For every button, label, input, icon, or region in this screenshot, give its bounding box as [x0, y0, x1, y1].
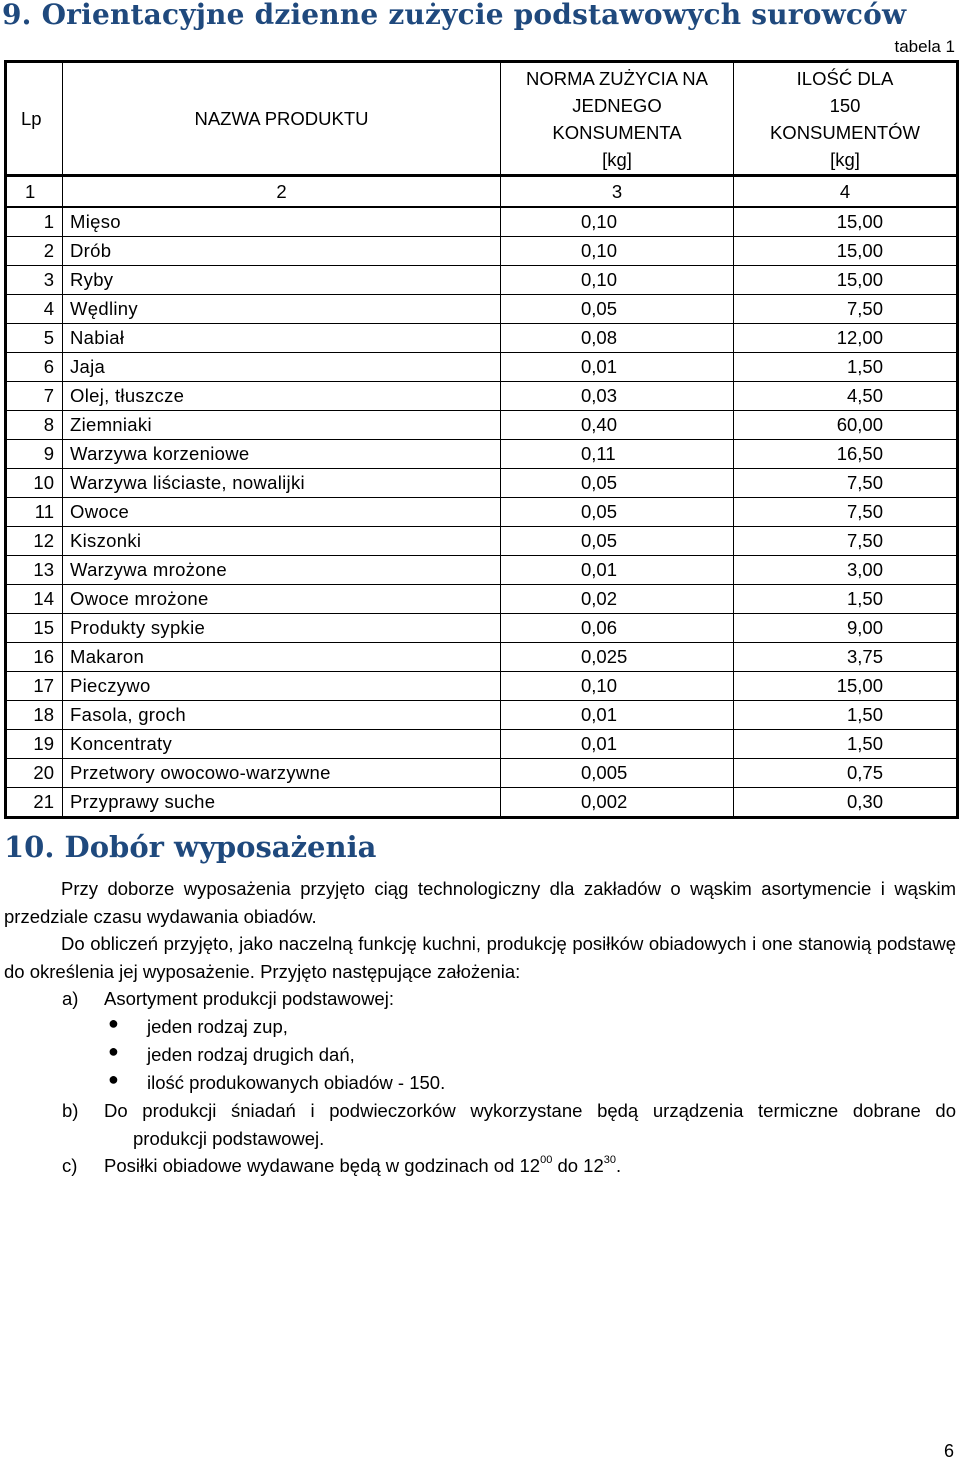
table-row — [6, 730, 958, 759]
row-lp: 15 — [6, 614, 63, 643]
table-row — [6, 643, 958, 672]
row-qty: 7,50 — [734, 469, 958, 498]
header-norm — [501, 62, 734, 176]
list-item-b-line-1: Do produkcji śniadań i podwieczorków wykorzystane będą urządzenia termiczne dobrane do — [104, 1100, 956, 1121]
row-norm: 0,025 — [501, 643, 734, 672]
row-qty: 3,00 — [734, 556, 958, 585]
header-lp: Lp — [6, 62, 63, 176]
row-lp: 14 — [6, 585, 63, 614]
list-item-c-sup: 30 — [603, 1154, 617, 1166]
header-qty-line: [kg] — [830, 148, 860, 170]
column-number: 4 — [734, 176, 958, 208]
row-lp: 20 — [6, 759, 63, 788]
table-row — [6, 207, 958, 237]
header-norm-line: JEDNEGO — [572, 94, 662, 116]
table-row — [6, 324, 958, 353]
list-label-a: a) — [62, 988, 79, 1009]
row-name: Przyprawy suche — [63, 788, 501, 818]
row-name: Warzywa mrożone — [63, 556, 501, 585]
row-name: Fasola, groch — [63, 701, 501, 730]
row-norm: 0,10 — [501, 266, 734, 295]
row-norm: 0,01 — [501, 556, 734, 585]
row-qty: 60,00 — [734, 411, 958, 440]
row-qty: 12,00 — [734, 324, 958, 353]
row-qty: 1,50 — [734, 585, 958, 614]
row-qty: 15,00 — [734, 237, 958, 266]
row-name: Makaron — [63, 643, 501, 672]
bullet-item: jeden rodzaj drugich dań, — [147, 1044, 355, 1065]
table-row — [6, 237, 958, 266]
row-norm: 0,40 — [501, 411, 734, 440]
row-norm: 0,08 — [501, 324, 734, 353]
row-qty: 16,50 — [734, 440, 958, 469]
row-name: Nabiał — [63, 324, 501, 353]
column-number: 3 — [501, 176, 734, 208]
header-name: NAZWA PRODUKTU — [63, 62, 501, 176]
row-norm: 0,10 — [501, 237, 734, 266]
row-norm: 0,01 — [501, 730, 734, 759]
row-name: Warzywa liściaste, nowalijki — [63, 469, 501, 498]
header-qty — [734, 62, 958, 176]
row-name: Jaja — [63, 353, 501, 382]
row-lp: 5 — [6, 324, 63, 353]
row-name: Mięso — [63, 207, 501, 237]
table-row — [6, 672, 958, 701]
row-norm: 0,05 — [501, 498, 734, 527]
header-norm-line: NORMA ZUŻYCIA NA — [526, 67, 708, 89]
table-row — [6, 469, 958, 498]
table-header-row — [6, 62, 958, 176]
row-name: Pieczywo — [63, 672, 501, 701]
section-heading-10: 10. Dobór wyposażenia — [4, 830, 377, 864]
row-lp: 19 — [6, 730, 63, 759]
list-item-c-text: do 12 — [552, 1155, 604, 1176]
row-norm: 0,01 — [501, 353, 734, 382]
row-name: Produkty sypkie — [63, 614, 501, 643]
row-qty: 1,50 — [734, 730, 958, 759]
bullet-icon: ● — [108, 1013, 119, 1033]
row-qty: 1,50 — [734, 353, 958, 382]
list-item-a: Asortyment produkcji podstawowej: — [104, 988, 394, 1009]
paragraph-1: Przy doborze wyposażenia przyjęto ciąg technologiczny dla zakładów o wąskim asortymencie i wąskim przedziale czasu wydawania obiadów. — [4, 878, 956, 927]
row-lp: 4 — [6, 295, 63, 324]
bullet-item: ilość produkowanych obiadów - 150. — [147, 1072, 446, 1093]
column-number-row — [6, 176, 958, 208]
row-lp: 3 — [6, 266, 63, 295]
row-name: Koncentraty — [63, 730, 501, 759]
header-qty-line: KONSUMENTÓW — [769, 121, 921, 143]
row-qty: 0,30 — [734, 788, 958, 818]
row-qty: 1,50 — [734, 701, 958, 730]
row-lp: 2 — [6, 237, 63, 266]
row-norm: 0,01 — [501, 701, 734, 730]
row-name: Owoce — [63, 498, 501, 527]
row-qty: 15,00 — [734, 672, 958, 701]
table-row — [6, 295, 958, 324]
bullet-item: jeden rodzaj zup, — [147, 1016, 288, 1037]
section-heading-9: 9. Orientacyjne dzienne zużycie podstawowych surowców — [2, 0, 907, 31]
row-qty: 15,00 — [734, 266, 958, 295]
header-norm-line: KONSUMENTA — [552, 121, 682, 143]
bullet-icon: ● — [108, 1041, 119, 1061]
list-item-c-text: . — [616, 1155, 622, 1176]
row-norm: 0,002 — [501, 788, 734, 818]
row-qty: 9,00 — [734, 614, 958, 643]
row-norm: 0,10 — [501, 207, 734, 237]
row-lp: 16 — [6, 643, 63, 672]
row-lp: 8 — [6, 411, 63, 440]
row-norm: 0,06 — [501, 614, 734, 643]
row-name: Ryby — [63, 266, 501, 295]
row-lp: 1 — [6, 207, 63, 237]
row-lp: 6 — [6, 353, 63, 382]
row-norm: 0,05 — [501, 469, 734, 498]
row-lp: 12 — [6, 527, 63, 556]
row-qty: 7,50 — [734, 527, 958, 556]
bullet-icon: ● — [108, 1069, 119, 1089]
row-name: Ziemniaki — [63, 411, 501, 440]
header-norm-line: [kg] — [602, 148, 632, 170]
row-lp: 7 — [6, 382, 63, 411]
table-row — [6, 527, 958, 556]
row-name: Olej, tłuszcze — [63, 382, 501, 411]
row-norm: 0,03 — [501, 382, 734, 411]
row-name: Kiszonki — [63, 527, 501, 556]
table-row — [6, 701, 958, 730]
column-number: 1 — [6, 176, 63, 208]
table-reference: tabela 1 — [894, 37, 955, 56]
row-norm: 0,10 — [501, 672, 734, 701]
table-row — [6, 759, 958, 788]
table-row — [6, 411, 958, 440]
table-row — [6, 585, 958, 614]
table-row — [6, 788, 958, 818]
list-label-c: c) — [62, 1155, 78, 1176]
table-row — [6, 614, 958, 643]
table-row — [6, 556, 958, 585]
row-name: Drób — [63, 237, 501, 266]
row-name: Wędliny — [63, 295, 501, 324]
table-row — [6, 353, 958, 382]
row-lp: 17 — [6, 672, 63, 701]
row-lp: 21 — [6, 788, 63, 818]
row-qty: 7,50 — [734, 295, 958, 324]
paragraph-2: Do obliczeń przyjęto, jako naczelną funkcję kuchni, produkcję posiłków obiadowych i one stanowią podstawę do określenia jej wyposażenie. Przyjęto następujące założenia: — [4, 933, 956, 982]
list-item-c-text: Posiłki obiadowe wydawane będą w godzinach od 12 — [104, 1155, 541, 1176]
row-norm: 0,05 — [501, 295, 734, 324]
row-qty: 7,50 — [734, 498, 958, 527]
header-qty-line: ILOŚĆ DLA — [796, 67, 894, 89]
column-number: 2 — [63, 176, 501, 208]
row-norm: 0,02 — [501, 585, 734, 614]
row-qty: 0,75 — [734, 759, 958, 788]
row-name: Warzywa korzeniowe — [63, 440, 501, 469]
row-norm: 0,05 — [501, 527, 734, 556]
row-lp: 18 — [6, 701, 63, 730]
table-row — [6, 498, 958, 527]
consumption-table — [4, 60, 959, 819]
row-qty: 3,75 — [734, 643, 958, 672]
list-item-b-line-2: produkcji podstawowej. — [133, 1128, 325, 1149]
list-item-c — [104, 1152, 621, 1180]
row-lp: 9 — [6, 440, 63, 469]
list-item-c-sup: 00 — [540, 1154, 553, 1166]
row-norm: 0,11 — [501, 440, 734, 469]
table-row — [6, 382, 958, 411]
row-lp: 10 — [6, 469, 63, 498]
page-number: 6 — [943, 1441, 954, 1461]
list-label-b: b) — [62, 1100, 79, 1121]
table-row — [6, 266, 958, 295]
row-lp: 13 — [6, 556, 63, 585]
row-qty: 4,50 — [734, 382, 958, 411]
row-norm: 0,005 — [501, 759, 734, 788]
row-qty: 15,00 — [734, 207, 958, 237]
table-row — [6, 440, 958, 469]
row-name: Przetwory owocowo-warzywne — [63, 759, 501, 788]
header-qty-line: 150 — [829, 94, 861, 116]
row-lp: 11 — [6, 498, 63, 527]
row-name: Owoce mrożone — [63, 585, 501, 614]
